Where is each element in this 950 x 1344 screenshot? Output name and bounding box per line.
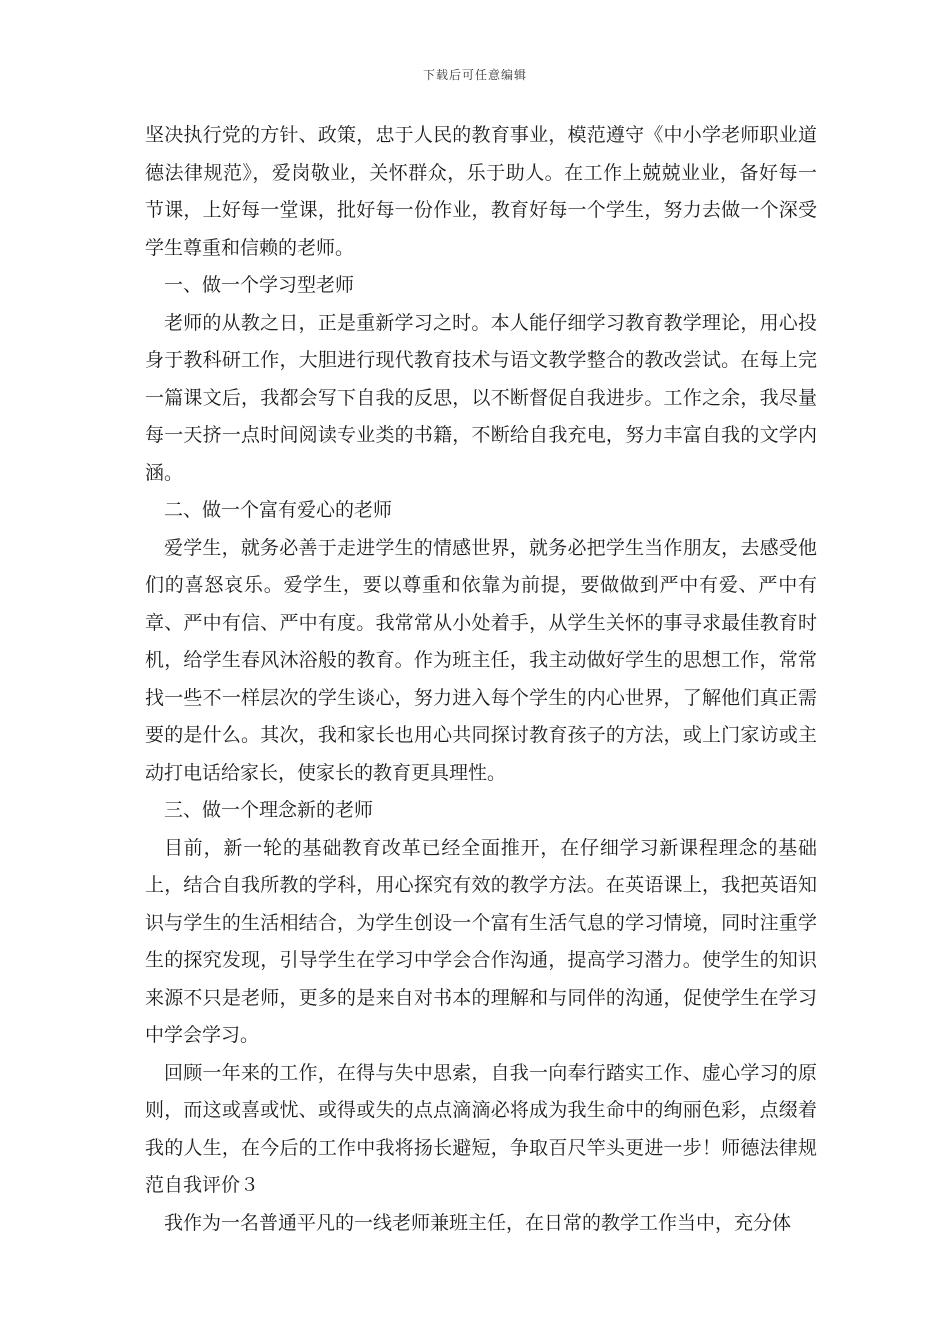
- section-heading-2: 二、做一个富有爱心的老师: [164, 499, 393, 521]
- section-heading-3: 三、做一个理念新的老师: [164, 799, 374, 821]
- section-heading-1: 一、做一个学习型老师: [164, 274, 355, 296]
- paragraph-continuation: 我作为一名普通平凡的一线老师兼班主任，在日常的教学工作当中，充分体: [164, 1211, 792, 1234]
- paragraph-intro: 坚决执行党的方针、政策，忠于人民的教育事业，模范遵守《中小学老师职业道德法律规范》，爱岗敬业，关怀群众，乐于助人。在工作上兢兢业业，备好每一节课，上好每一堂课，批好每一份作业，教育好每一个学生，努力去做一个深受学生尊重和信赖的老师。: [145, 124, 817, 259]
- paragraph-section-2: 爱学生，就务必善于走进学生的情感世界，就务必把学生当作朋友，去感受他们的喜怒哀乐。爱学生，要以尊重和依靠为前提，要做做到严中有爱、严中有章、严中有信、严中有度。我常常从小处着手，从学生关怀的事寻求最佳教育时机，给学生春风沐浴般的教育。作为班主任，我主动做好学生的思想工作，常常找一些不一样层次的学生谈心，努力进入每个学生的内心世界，了解他们真正需要的是什么。其次，我和家长也用心共同探讨教育孩子的方法，或上门家访或主动打电话给家长，使家长的教育更具理性。: [145, 536, 817, 784]
- paragraph-review: 回顾一年来的工作，在得与失中思索，自我一向奉行踏实工作、虚心学习的原则，而这或喜或忧、或得或失的点点滴滴必将成为我生命中的绚丽色彩，点缀着我的人生，在今后的工作中我将扬长避短，争取百尺竿头更进一步！师德法律规范自我评价３: [145, 1061, 817, 1196]
- paragraph-section-3: 目前，新一轮的基础教育改革已经全面推开，在仔细学习新课程理念的基础上，结合自我所教的学科，用心探究有效的教学方法。在英语课上，我把英语知识与学生的生活相结合，为学生创设一个富有生活气息的学习情境，同时注重学生的探究发现，引导学生在学习中学会合作沟通，提高学习潜力。使学生的知识来源不只是老师，更多的是来自对书本的理解和与同伴的沟通，促使学生在学习中学会学习。: [145, 836, 817, 1046]
- paragraph-section-1: 老师的从教之日，正是重新学习之时。本人能仔细学习教育教学理论，用心投身于教科研工作，大胆进行现代教育技术与语文教学整合的教改尝试。在每上完一篇课文后，我都会写下自我的反思，以不断督促自我进步。工作之余，我尽量每一天挤一点时间阅读专业类的书籍，不断给自我充电，努力丰富自我的文学内涵。: [145, 311, 817, 484]
- page-header-note: 下载后可任意编辑: [422, 68, 527, 82]
- document-body: [145, 117, 817, 1242]
